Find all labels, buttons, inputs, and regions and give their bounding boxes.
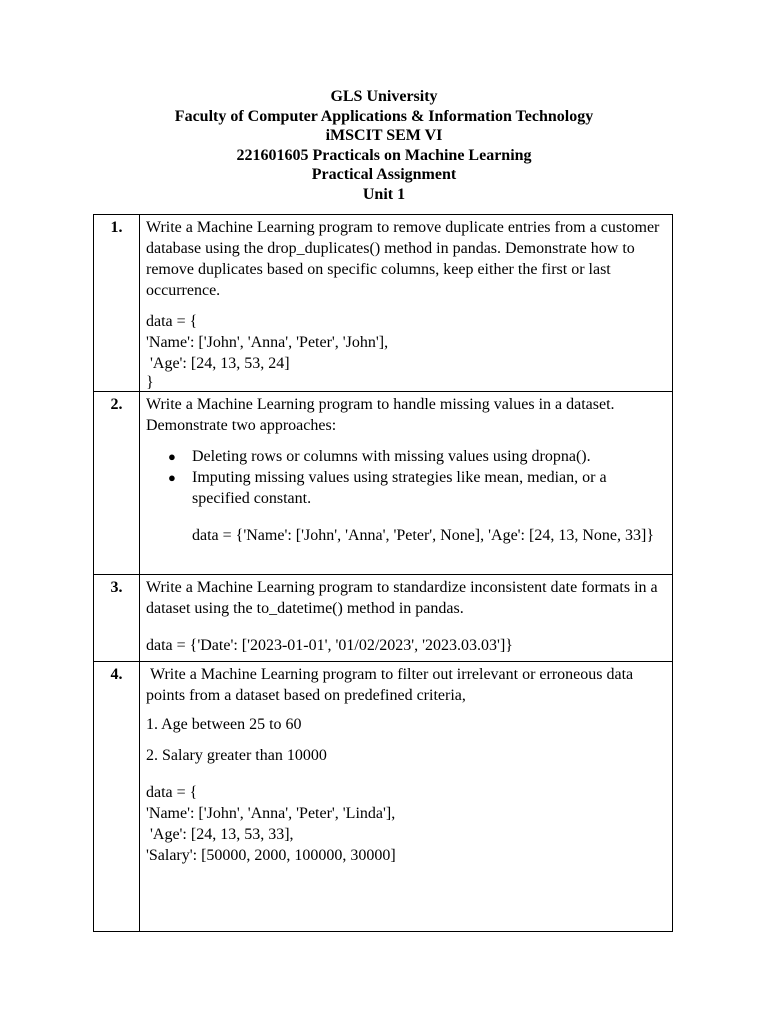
code-block: data = {'Date': ['2023-01-01', '01/02/2023', '2023.03.03']} [146,637,513,654]
code-block: data = {'Name': ['John', 'Anna', 'Peter', None], 'Age': [24, 13, None, 33]} [192,527,654,544]
question-text: Write a Machine Learning program to filter out irrelevant or erroneous data points from a dataset based on predefined criteria, [146,666,638,704]
code-line: 'Age': [24, 13, 53, 33], [146,826,294,843]
question-content [140,662,673,932]
question-row [94,575,673,662]
question-row [94,392,673,575]
code-line: } [146,374,154,391]
question-number: 2. [94,392,140,575]
faculty-name: Faculty of Computer Applications & Information Technology [174,107,594,125]
question-number: 3. [94,575,140,662]
question-row [94,215,673,392]
question-text: Write a Machine Learning program to standardize inconsistent date formats in a dataset using the to_datetime() method in pandas. [146,579,658,617]
university-name: GLS University [330,88,438,105]
question-content [140,392,673,575]
code-line: data = { [146,313,198,330]
question-number: 1. [94,215,140,392]
question-number: 4. [94,662,140,932]
question-row [94,662,673,932]
code-line: 'Name': ['John', 'Anna', 'Peter', 'Linda'], [146,805,396,822]
course-title: 221601605 Practicals on Machine Learning [236,146,532,164]
code-block [146,311,666,391]
code-line: data = { [146,784,198,801]
list-item: ● Deleting rows or columns with missing values using dropna(). [192,446,666,467]
program-name: iMSCIT SEM VI [325,127,443,145]
document-header [0,87,768,205]
code-line: 'Age': [24, 13, 53, 24] [146,355,290,372]
list-item: ● Imputing missing values using strategies like mean, median, or a specified constant. [192,467,666,509]
criteria-item: 2. Salary greater than 10000 [146,747,327,764]
question-content [140,215,673,392]
question-text: Write a Machine Learning program to remove duplicate entries from a customer database using the drop_duplicates() method in pandas. Demonstrate how to remove duplicates based on specific columns, keep either the first or last occurrence. [146,219,660,299]
approach-list [146,446,666,509]
assignment-table [93,214,673,932]
question-content [140,575,673,662]
criteria-item: 1. Age between 25 to 60 [146,716,302,733]
code-line: 'Salary': [50000, 2000, 100000, 30000] [146,847,396,864]
code-line: 'Name': ['John', 'Anna', 'Peter', 'John'], [146,334,389,351]
question-text: Write a Machine Learning program to handle missing values in a dataset. Demonstrate two approaches: [146,396,615,434]
unit-title: Unit 1 [362,185,406,203]
assignment-title: Practical Assignment [311,166,457,184]
